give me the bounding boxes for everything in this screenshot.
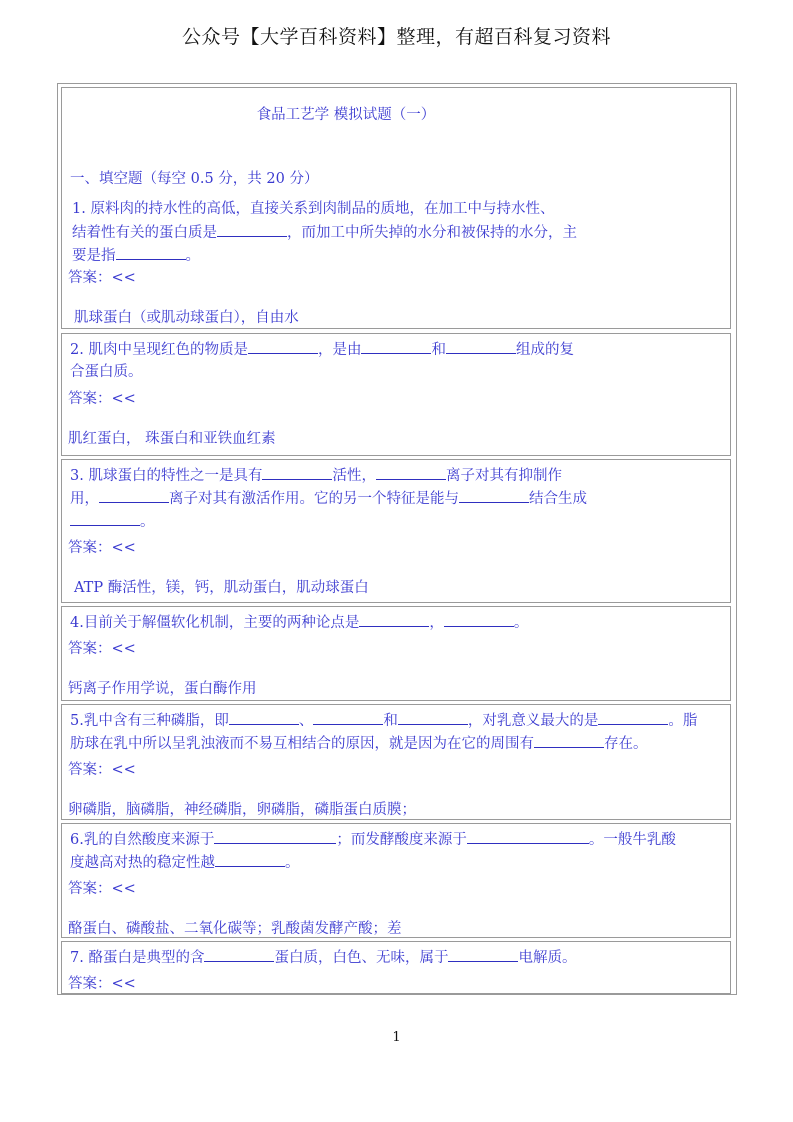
question-line [70, 464, 562, 488]
question-text: 7. 酪蛋白是典型的含 [70, 950, 205, 966]
question-text: 蛋白质，白色、无味，属于 [274, 950, 449, 966]
question-text: 5.乳中含有三种磷脂，即 [70, 713, 229, 729]
answer-text: 卵磷脂，脑磷脂，神经磷脂，卵磷脂，磷脂蛋白质膜； [68, 802, 416, 818]
answer-blank [215, 851, 285, 867]
question-cell [61, 333, 731, 456]
answer-blank [361, 338, 431, 354]
answer-text: 钙离子作用学说，蛋白酶作用 [68, 681, 257, 697]
question-text: 组成的复 [515, 342, 574, 358]
question-text: 和 [383, 713, 398, 729]
answer-label: 答案：<< [68, 540, 136, 556]
question-line [70, 338, 574, 362]
question-line [70, 732, 648, 756]
question-text: 电解质。 [518, 950, 577, 966]
question-line [70, 709, 697, 733]
question-text: 1. 原料肉的持水性的高低，直接关系到肉制品的质地，在加工中与持水性、 [72, 201, 555, 217]
question-line [72, 198, 554, 221]
question-text: 用， [70, 491, 99, 507]
answer-blank [398, 709, 468, 725]
question-text: 合蛋白质。 [70, 364, 143, 380]
question-text: 、 [298, 713, 314, 729]
answer-blank [99, 487, 169, 503]
question-text: 6.乳的自然酸度来源于 [70, 832, 215, 848]
answer-blank [229, 709, 299, 725]
answer-blank [376, 464, 446, 480]
question-text: 要是指 [72, 248, 116, 264]
answer-blank [248, 338, 318, 354]
answer-blank [204, 946, 274, 962]
question-line [70, 510, 155, 534]
question-cell [61, 823, 731, 938]
answer-blank [598, 709, 668, 725]
question-cell [61, 87, 731, 329]
question-cell [61, 459, 731, 603]
page-header: 公众号【大学百科资料】整理，有超百科复习资料 [181, 26, 611, 48]
answer-label: 答案：<< [68, 976, 136, 992]
question-text: 。 [285, 855, 300, 871]
section-heading: 一、填空题（每空 0.5 分，共 20 分） [70, 171, 319, 187]
answer-blank [448, 946, 518, 962]
answer-blank [459, 487, 529, 503]
question-line [70, 487, 587, 511]
question-cell [61, 704, 731, 820]
answer-text: 酪蛋白、磷酸盐、二氧化碳等；乳酸菌发酵产酸；差 [68, 921, 402, 937]
answer-blank [444, 611, 514, 627]
answer-blank [217, 221, 287, 237]
question-text: ，而加工中所失掉的水分和被保持的水分，主 [287, 225, 577, 241]
question-text: 存在。 [604, 736, 648, 752]
question-line [70, 611, 528, 635]
answer-blank [262, 464, 332, 480]
answer-blank [214, 828, 336, 844]
answer-blank [359, 611, 429, 627]
answer-blank [446, 338, 516, 354]
question-table [57, 83, 737, 995]
question-text: 2. 肌肉中呈现红色的物质是 [70, 342, 248, 358]
question-text: 离子对其有激活作用。它的另一个特征是能与 [169, 491, 459, 507]
answer-label: 答案：<< [68, 641, 136, 657]
page-number: 1 [392, 1030, 401, 1045]
question-line [70, 946, 576, 970]
question-text: ，对乳意义最大的是 [467, 713, 599, 729]
question-text: 活性， [332, 468, 376, 484]
answer-text: 肌红蛋白， 珠蛋白和亚铁血红素 [68, 431, 276, 447]
question-text: 。脂 [668, 713, 698, 729]
answer-text: ATP 酶活性，镁，钙，肌动蛋白，肌动球蛋白 [74, 580, 369, 596]
question-text: 肪球在乳中所以呈乳浊液而不易互相结合的原因，就是因为在它的周围有 [70, 736, 534, 752]
answer-blank [313, 709, 383, 725]
question-text: 4.目前关于解僵软化机制，主要的两种论点是 [70, 615, 360, 631]
question-line [72, 221, 577, 245]
answer-label: 答案：<< [68, 391, 136, 407]
question-text: 3. 肌球蛋白的特性之一是具有 [70, 468, 263, 484]
question-text: ，是由 [317, 342, 362, 358]
question-text: 。 [185, 248, 200, 264]
question-text: 。 [513, 615, 529, 631]
answer-blank [467, 828, 589, 844]
question-text: ；而发酵酸度来源于 [336, 832, 467, 848]
question-text: 和 [431, 342, 446, 358]
question-cell [61, 941, 731, 994]
question-text: 结合生成 [529, 491, 587, 507]
question-text: 。 [140, 514, 155, 530]
question-text: 离子对其有抑制作 [445, 468, 562, 484]
answer-blank [70, 510, 140, 526]
question-cell [61, 606, 731, 701]
answer-blank [534, 732, 604, 748]
answer-label: 答案：<< [68, 270, 136, 286]
question-line [70, 851, 300, 875]
answer-label: 答案：<< [68, 881, 136, 897]
question-text: ， [429, 615, 444, 631]
answer-label: 答案：<< [68, 762, 136, 778]
answer-text: 肌球蛋白（或肌动球蛋白），自由水 [74, 310, 299, 326]
exam-title: 食品工艺学 模拟试题（一） [256, 107, 436, 123]
question-text: 。一般牛乳酸 [588, 832, 676, 848]
question-text: 度越高对热的稳定性越 [70, 855, 215, 871]
question-line [72, 244, 200, 268]
question-line [70, 361, 143, 384]
question-text: 结着性有关的蛋白质是 [72, 225, 217, 241]
question-line [70, 828, 676, 852]
answer-blank [116, 244, 186, 260]
